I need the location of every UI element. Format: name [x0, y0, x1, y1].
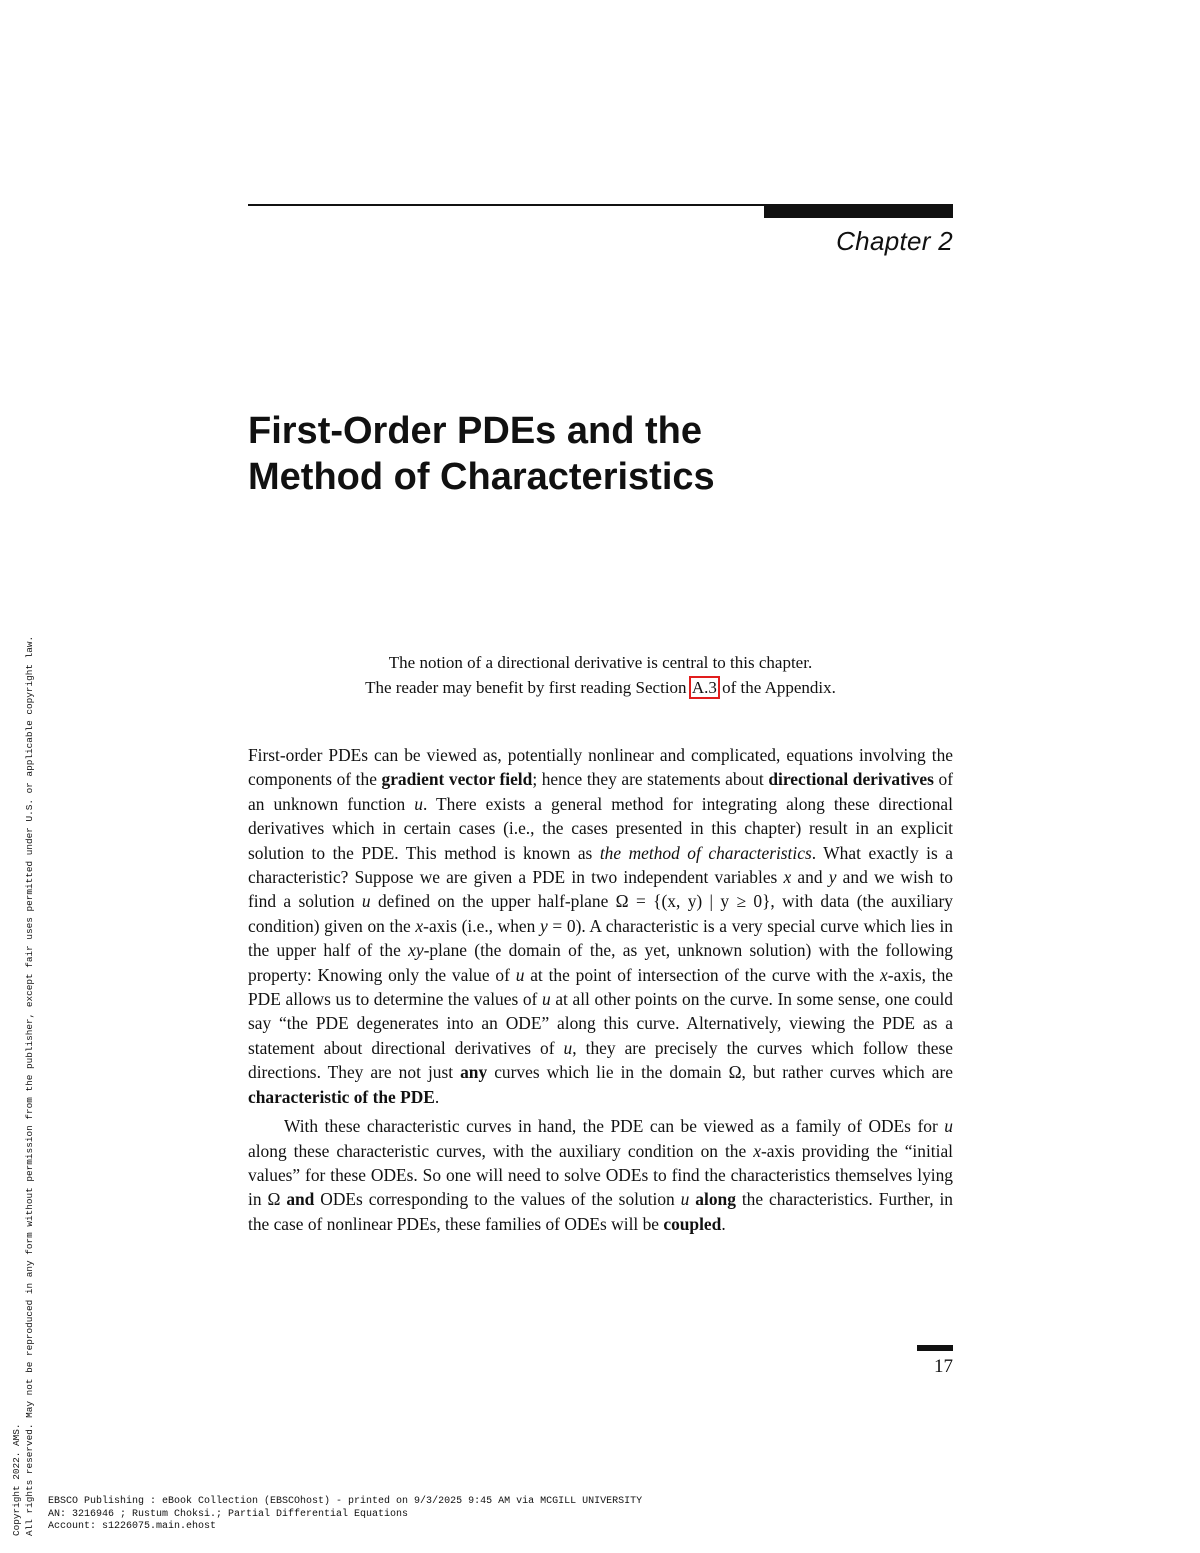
copyright-notice	[10, 396, 36, 1536]
text-run: along these characteristic curves, with the auxiliary condition on the	[248, 1140, 754, 1161]
text-run: . There exists a general method for integrating along these directional derivatives which in certain cases (i.e., the cases presented in this chapter) result in an explicit solution to the PDE. This method is known as	[248, 793, 953, 863]
footer-line-2: AN: 3216946 ; Rustum Choksi.; Partial Differential Equations	[48, 1508, 409, 1520]
emphasis: the method of characteristics	[599, 842, 812, 863]
text-run: With these characteristic curves in hand, the PDE can be viewed as a family of ODEs for	[284, 1116, 945, 1137]
footer-line-3: Account: s1226075.main.ehost	[48, 1521, 217, 1532]
epigraph-line-2-end: of the Appendix.	[717, 678, 836, 697]
bold-term: along	[695, 1189, 736, 1210]
math-var: u	[361, 891, 371, 912]
math-var: u	[414, 793, 423, 814]
text-run: and we wish to find a solution	[248, 867, 953, 912]
bold-term: directional derivatives	[768, 769, 934, 790]
text-run: the characteristics. Further, in the case of nonlinear PDEs, these families of ODEs will be	[248, 1189, 954, 1234]
paragraph-1	[248, 743, 953, 1109]
math-var: xy	[408, 940, 424, 961]
chapter-label: Chapter 2	[836, 226, 953, 256]
text-run: -plane (the domain of the, as yet, unknown solution) with the following property: Knowing only the value of	[248, 940, 953, 985]
appendix-section-link[interactable]: A.3	[691, 678, 717, 697]
text-run: = 0). A characteristic is a very special curve which lies in the upper half of the	[248, 915, 953, 961]
epigraph-line-2	[248, 675, 953, 700]
text-run: curves which lie in the domain Ω, but rather curves which are	[487, 1062, 953, 1083]
print-footer	[48, 1496, 642, 1534]
chapter-title	[248, 408, 715, 500]
text-run: .	[434, 1086, 440, 1107]
bold-term: coupled	[663, 1213, 722, 1234]
text-run: First-order PDEs can be viewed as, potentially nonlinear and complicated, equations involving the components of the	[248, 745, 953, 790]
math-var: u	[515, 964, 525, 985]
text-run: of an unknown function	[248, 769, 953, 814]
math-var: u	[563, 1037, 573, 1058]
text-run: defined on the upper half-plane Ω = {(x, y) | y ≥ 0}, with data (the auxiliary condition) given on the	[248, 891, 953, 936]
math-var: x	[880, 964, 888, 985]
copyright-line-2: All rights reserved. May not be reproduced in any form without permission from the publisher, except fair uses permitted under U.S. or applicable copyright law.	[24, 635, 35, 1536]
chapter-rule-thick	[764, 204, 953, 218]
math-var: y	[540, 915, 548, 936]
epigraph	[248, 650, 953, 700]
text-run: -axis providing the “initial values” for these ODEs. So one will need to solve ODEs to find the characteristics themselves lying in Ω	[248, 1140, 953, 1210]
epigraph-line-1: The notion of a directional derivative is central to this chapter.	[388, 653, 813, 672]
text-run: ; hence they are statements about	[532, 769, 769, 790]
bold-term: characteristic of the PDE	[248, 1086, 435, 1107]
epigraph-line-2-text: The reader may benefit by first reading Section	[365, 678, 691, 697]
footer-line-1: EBSCO Publishing : eBook Collection (EBSCOhost) - printed on 9/3/2025 9:45 AM via MCGILL UNIVERSITY	[48, 1496, 643, 1507]
math-var: u	[680, 1189, 690, 1210]
page-number: 17	[934, 1356, 953, 1377]
text-run: -axis (i.e., when	[423, 915, 541, 936]
text-run: .	[721, 1213, 726, 1234]
chapter-title-line-2: Method of Characteristics	[248, 456, 715, 498]
page-number-mark	[917, 1345, 953, 1351]
text-run: at the point of intersection of the curve with the	[524, 964, 881, 985]
bold-term: and	[286, 1189, 315, 1210]
math-var: x	[753, 1140, 761, 1161]
text-run: and	[791, 867, 829, 888]
math-var: x	[783, 867, 792, 888]
text-run: -axis, the PDE allows us to determine the values of	[248, 964, 953, 1010]
copyright-line-1: Copyright 2022. AMS.	[11, 1423, 22, 1536]
text-run: ODEs corresponding to the values of the solution	[314, 1189, 681, 1210]
body-text	[248, 743, 953, 1241]
text-run: . What exactly is a characteristic? Suppose we are given a PDE in two independent variables	[248, 842, 953, 888]
math-var: u	[541, 989, 551, 1010]
bold-term: any	[460, 1062, 488, 1083]
math-var: u	[944, 1116, 953, 1137]
text-run: at all other points on the curve. In some sense, one could say “the PDE degenerates into an ODE” along this curve. Alternatively, viewing the PDE as a statement about directional derivatives of	[248, 989, 953, 1058]
math-var: x	[415, 915, 424, 936]
bold-term: gradient vector field	[381, 769, 533, 790]
math-var: y	[828, 867, 837, 888]
chapter-title-line-1: First-Order PDEs and the	[248, 410, 702, 452]
paragraph-2	[248, 1114, 953, 1236]
chapter-rule-thin	[248, 204, 764, 206]
text-run: , they are precisely the curves which follow these directions. They are not just	[248, 1037, 953, 1083]
